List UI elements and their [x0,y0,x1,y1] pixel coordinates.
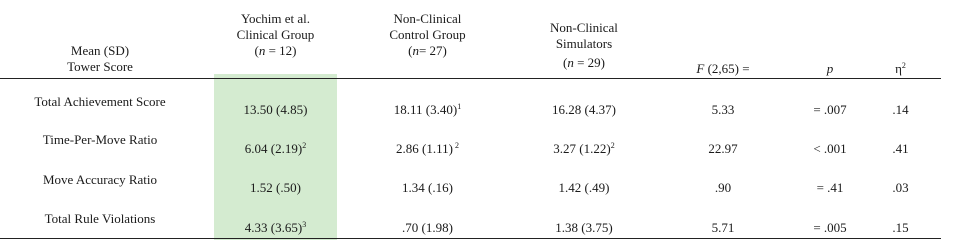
header-p-symbol: p [826,61,834,76]
control-value: 2.86 (1.11) $^2$ [396,141,459,156]
header-control-group [355,11,500,59]
f-value: .90 [714,180,732,195]
header-simulators-line2: Simulators [555,36,613,51]
header-clinical-group [214,11,337,59]
p-value: = .41 [816,180,844,195]
f-value: 22.97 [708,141,738,156]
header-rule [0,78,941,79]
header-p-value [795,61,865,77]
row-label: Time-Per-Move Ratio [42,132,158,147]
bottom-rule [0,238,941,239]
header-simulators [514,20,654,71]
header-eta-symbol: η [895,61,902,76]
simulators-value: 3.27 $(1.22)^2$ [553,141,615,156]
control-value: .70 (1.98) [402,220,453,235]
header-clinical-n: (n = 12) [254,43,297,58]
row-label: Total Achievement Score [34,94,166,109]
header-eta-sup: 2 [901,61,906,70]
header-simulators-line1: Non-Clinical [550,20,618,35]
control-value: 1.34 (.16) [402,180,453,195]
header-clinical-line2: Clinical Group [236,27,315,42]
row-label: Total Rule Violations [44,211,156,226]
eta-value: .14 [892,102,909,117]
clinical-value: 6.04 $(2.19)^2$ [244,141,307,156]
control-value: 18.11 $(3.40)^1$ [393,102,462,117]
p-value: = .005 [813,220,847,235]
eta-value: .15 [892,220,909,235]
header-label [0,43,200,75]
p-value: = .007 [813,102,847,117]
f-value: 5.33 [711,102,735,117]
header-label-line2: Tower Score [67,59,133,74]
header-simulators-n: (n = 29) [562,55,605,70]
header-f-stat [668,61,778,77]
header-control-n: (n= 27) [408,43,447,58]
row-label: Move Accuracy Ratio [42,172,158,187]
simulators-value: 1.42 (.49) [558,180,610,195]
header-control-line2: Control Group [389,27,466,42]
clinical-value: 1.52 (.50) [250,180,301,195]
header-eta-squared [878,61,923,77]
header-control-line1: Non-Clinical [393,11,462,26]
header-label-line1: Mean (SD) [70,43,130,58]
simulators-value: 16.28 (4.37) [552,102,616,117]
eta-value: .03 [892,180,909,195]
eta-value: .41 [892,141,909,156]
simulators-value: 1.38 (3.75) [555,220,613,235]
clinical-group-highlight [214,74,337,240]
p-value: < .001 [813,141,847,156]
clinical-value: 4.33 $(3.65)^3$ [244,220,307,235]
header-f-symbol: F [696,61,705,76]
f-value: 5.71 [711,220,735,235]
clinical-value: 13.50 (4.85) [243,102,308,117]
header-clinical-line1: Yochim et al. [240,11,311,26]
header-f-df: (2,65) = [704,61,750,76]
